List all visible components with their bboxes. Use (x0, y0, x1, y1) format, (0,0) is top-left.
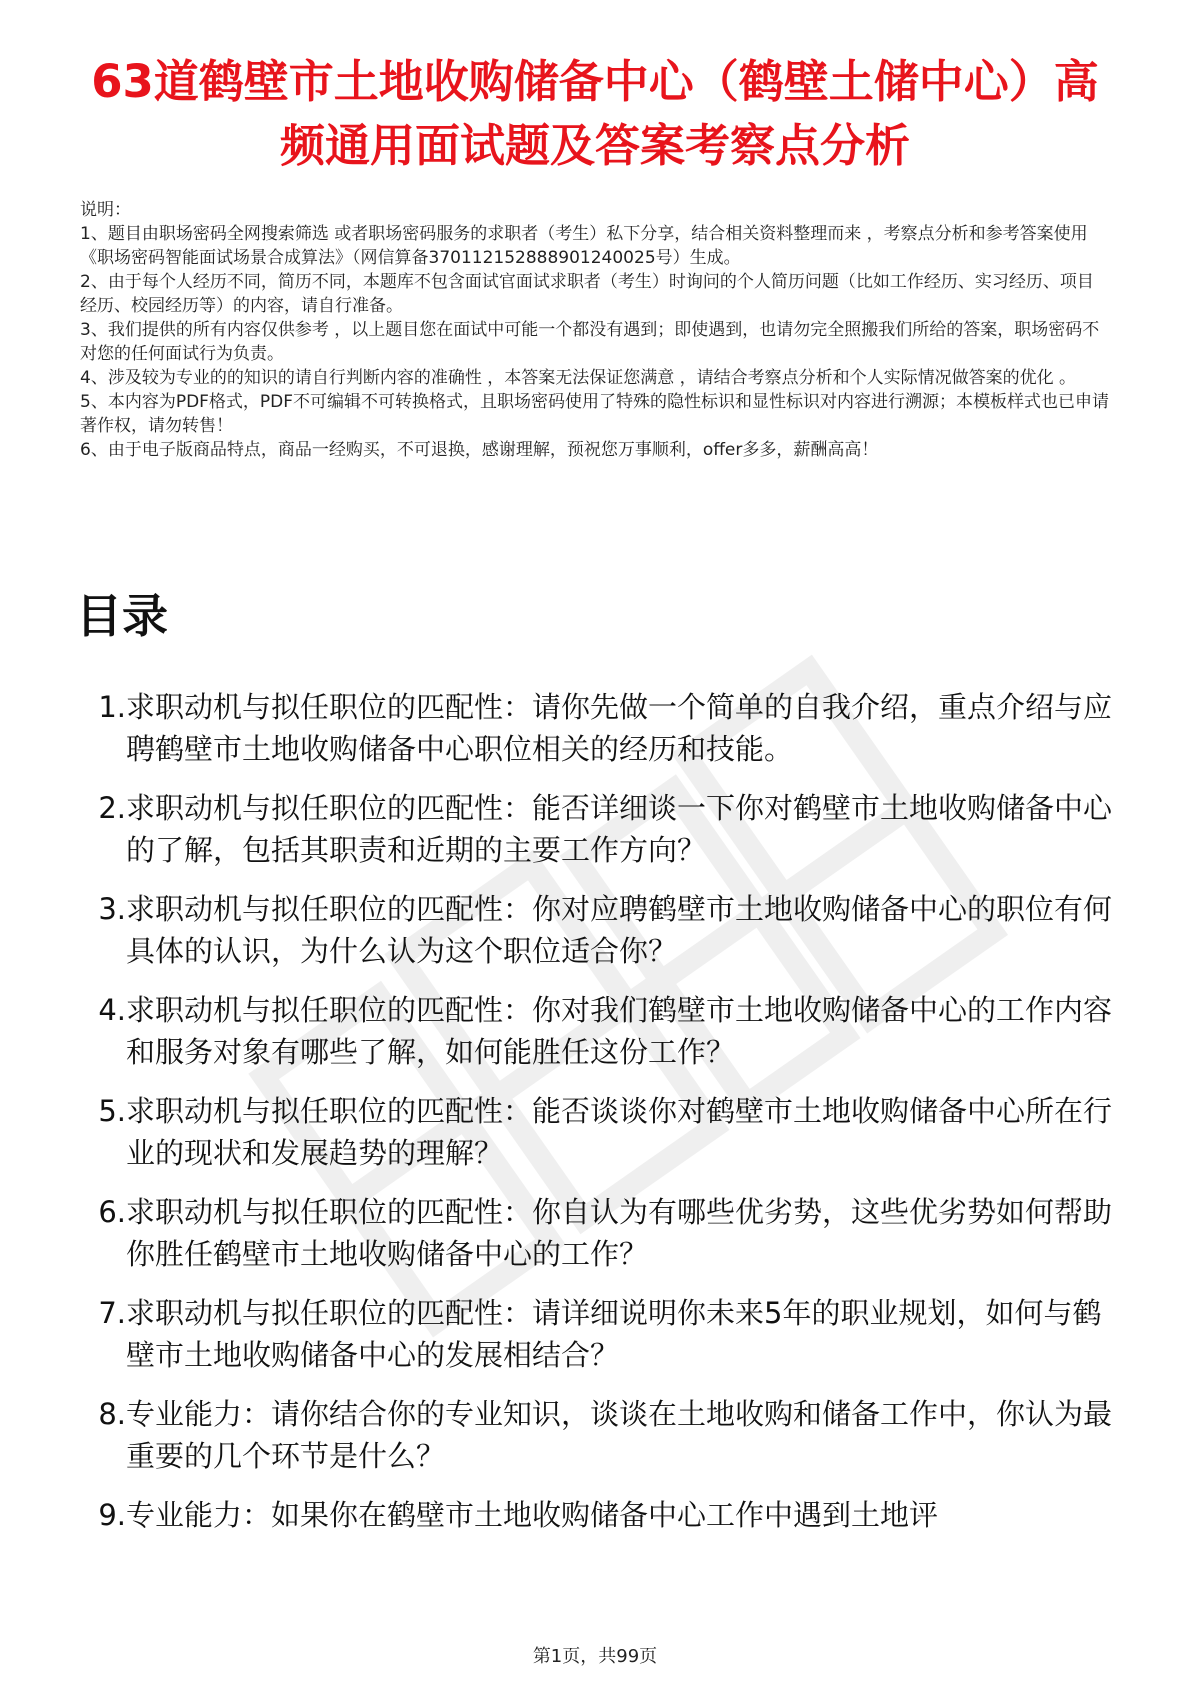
toc-item[interactable] (76, 1191, 1116, 1275)
toc-item-text: 专业能力：请你结合你的专业知识，谈谈在土地收购和储备工作中，你认为最重要的几个环节是什么？ (126, 1397, 1113, 1473)
toc-list (76, 686, 1116, 1553)
toc-item-text: 求职动机与拟任职位的匹配性：你自认为有哪些优劣势，这些优劣势如何帮助你胜任鹤壁市土地收购储备中心的工作？ (126, 1195, 1113, 1271)
toc-item-number: 6. (98, 1195, 126, 1229)
toc-item-number: 7. (98, 1296, 126, 1330)
toc-item[interactable] (76, 1494, 1116, 1536)
toc-item-text: 求职动机与拟任职位的匹配性：你对我们鹤壁市土地收购储备中心的工作内容和服务对象有哪些了解，如何能胜任这份工作？ (126, 993, 1113, 1069)
toc-item-text: 专业能力：如果你在鹤壁市土地收购储备中心工作中遇到土地评 (126, 1498, 939, 1532)
toc-item-number: 1. (98, 690, 126, 724)
toc-item[interactable] (76, 686, 1116, 770)
page-footer: 第1页，共99页 (532, 1646, 658, 1667)
toc-item-text: 求职动机与拟任职位的匹配性：请你先做一个简单的自我介绍，重点介绍与应聘鹤壁市土地收购储备中心职位相关的经历和技能。 (126, 690, 1113, 766)
toc-item[interactable] (76, 787, 1116, 871)
note-item: 1、题目由职场密码全网搜索筛选 或者职场密码服务的求职者（考生）私下分享，结合相关资料整理而来 ，考察点分析和参考答案使用《职场密码智能面试场景合成算法》（网信算备370112152888901240025号）生成。 (80, 224, 1088, 268)
note-item: 2、由于每个人经历不同，简历不同，本题库不包含面试官面试求职者（考生）时询问的个人简历问题（比如工作经历、实习经历、项目经历、校园经历等）的内容，请自行准备。 (80, 272, 1094, 316)
toc-item-number: 5. (98, 1094, 126, 1128)
document-title: 63道鹤壁市土地收购储备中心（鹤壁土储中心）高频通用面试题及答案考察点分析 (91, 55, 1099, 172)
toc-item-number: 2. (98, 791, 126, 825)
note-item: 6、由于电子版商品特点，商品一经购买，不可退换，感谢理解，预祝您万事顺利，offer多多，薪酬高高！ (80, 440, 879, 460)
note-item: 4、涉及较为专业的的知识的请自行判断内容的准确性 ，本答案无法保证您满意 ，请结合考察点分析和个人实际情况做答案的优化 。 (80, 368, 1077, 388)
toc-item-text: 求职动机与拟任职位的匹配性：能否谈谈你对鹤壁市土地收购储备中心所在行业的现状和发展趋势的理解？ (126, 1094, 1113, 1170)
toc-item-number: 4. (98, 993, 126, 1027)
note-item: 3、我们提供的所有内容仅供参考 ，以上题目您在面试中可能一个都没有遇到；即使遇到，也请勿完全照搬我们所给的答案，职场密码不对您的任何面试行为负责。 (80, 320, 1100, 364)
toc-item-number: 9. (98, 1498, 126, 1532)
toc-item[interactable] (76, 1292, 1116, 1376)
notes-section (80, 198, 1110, 462)
notes-heading: 说明： (80, 200, 131, 220)
toc-item-text: 求职动机与拟任职位的匹配性：能否详细谈一下你对鹤壁市土地收购储备中心的了解，包括其职责和近期的主要工作方向？ (126, 791, 1113, 867)
toc-item[interactable] (76, 989, 1116, 1073)
toc-item[interactable] (76, 1090, 1116, 1174)
note-item: 5、本内容为PDF格式，PDF不可编辑不可转换格式，且职场密码使用了特殊的隐性标识和显性标识对内容进行溯源；本模板样式也已申请著作权，请勿转售！ (80, 392, 1110, 436)
toc-item[interactable] (76, 888, 1116, 972)
toc-item-number: 3. (98, 892, 126, 926)
toc-item-text: 求职动机与拟任职位的匹配性：请详细说明你未来5年的职业规划，如何与鹤壁市土地收购储备中心的发展相结合？ (126, 1296, 1102, 1372)
toc-heading: 目录 (76, 589, 168, 643)
toc-item-number: 8. (98, 1397, 126, 1431)
toc-item-text: 求职动机与拟任职位的匹配性：你对应聘鹤壁市土地收购储备中心的职位有何具体的认识，为什么认为这个职位适合你？ (126, 892, 1113, 968)
toc-item[interactable] (76, 1393, 1116, 1477)
